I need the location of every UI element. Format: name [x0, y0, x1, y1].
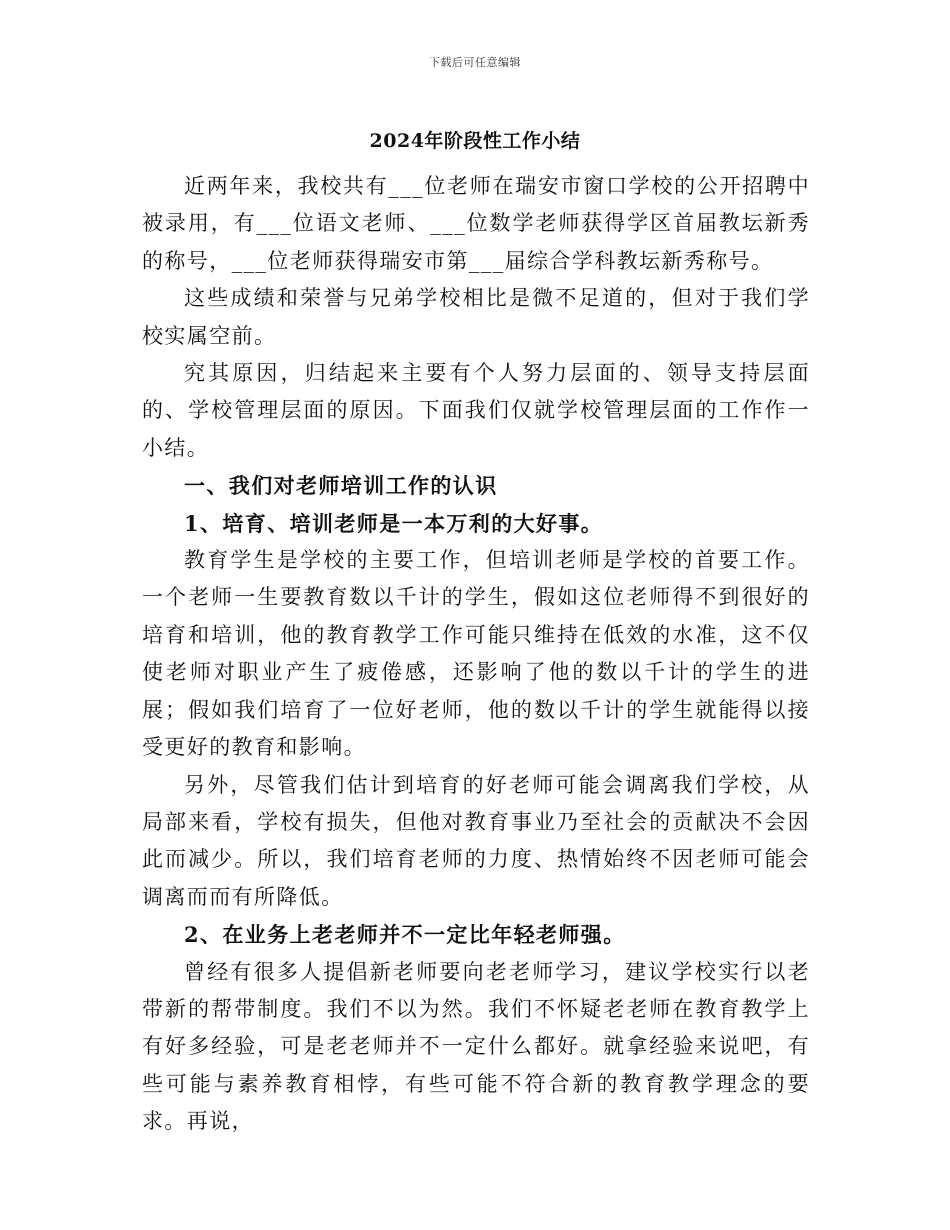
document-body — [142, 168, 810, 1141]
section-heading-1: 一、我们对老师培训工作的认识 — [184, 473, 498, 499]
paragraph-teacher-training: 教育学生是学校的主要工作，但培训老师是学校的首要工作。一个老师一生要教育数以千计的学生，假如这位老师得不到很好的培育和培训，他的教育教学工作可能只维持在低效的水准，这不仅使老师对职业产生了疲倦感，还影响了他的数以千计的学生的进展；假如我们培育了一位好老师，他的数以千计的学生就能得以接受更好的教育和影响。 — [142, 548, 810, 760]
subsection-heading-2: 2、在业务上老老师并不一定比年轻老师强。 — [184, 922, 626, 948]
paragraph-teacher-transfer: 另外，尽管我们估计到培育的好老师可能会调离我们学校，从局部来看，学校有损失，但他对教育事业乃至社会的贡献决不会因此而减少。所以，我们培育老师的力度、热情始终不因老师可能会调离而而有所降低。 — [142, 772, 810, 909]
document-title: 2024年阶段性工作小结 — [369, 130, 581, 152]
paragraph-honors: 这些成绩和荣誉与兄弟学校相比是微不足道的，但对于我们学校实属空前。 — [142, 286, 810, 348]
paragraph-old-vs-young: 曾经有很多人提倡新老师要向老老师学习，建议学校实行以老带新的帮带制度。我们不以为然。我们不怀疑老老师在教育教学上有好多经验，可是老老师并不一定什么都好。就拿经验来说吧，有些可能与素养教育相悖，有些可能不符合新的教育教学理念的要求。再说， — [142, 959, 810, 1134]
paragraph-reasons: 究其原因，归结起来主要有个人努力层面的、领导支持层面的、学校管理层面的原因。下面我们仅就学校管理层面的工作作一小结。 — [142, 361, 810, 460]
paragraph-intro-achievements: 近两年来，我校共有___位老师在瑞安市窗口学校的公开招聘中被录用，有___位语文老师、___位数学老师获得学区首届教坛新秀的称号，___位老师获得瑞安市第___届综合学科教坛新秀称号。 — [142, 174, 810, 273]
subsection-heading-1: 1、培育、培训老师是一本万利的大好事。 — [184, 510, 604, 536]
header-note: 下载后可任意编辑 — [429, 56, 521, 69]
